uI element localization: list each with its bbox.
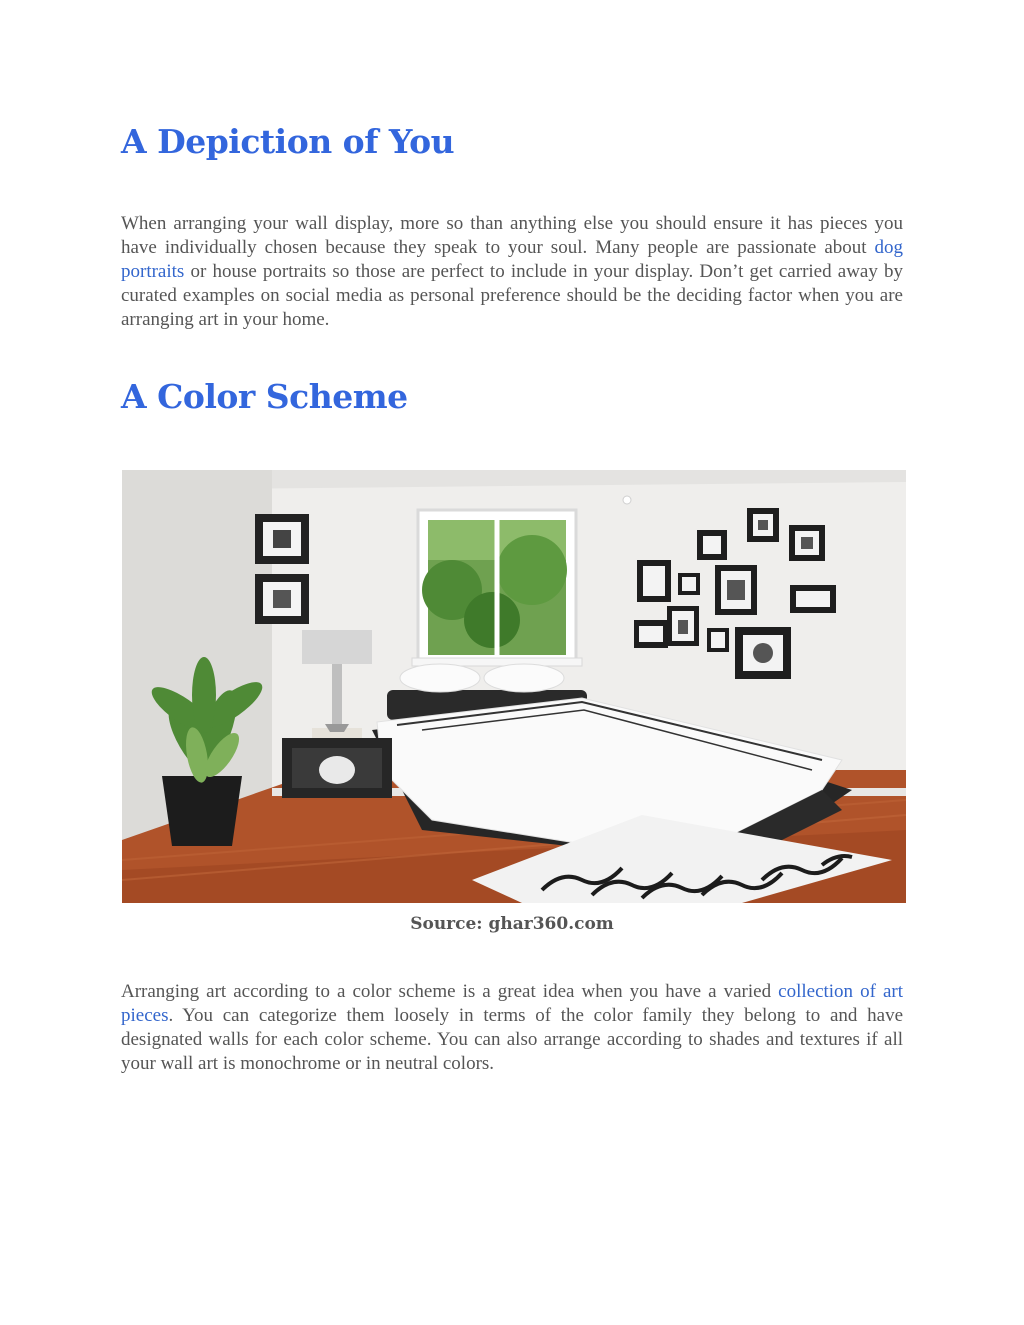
section-paragraph-depiction xyxy=(121,212,903,332)
bedroom-photo xyxy=(122,470,906,903)
paragraph-text: When arranging your wall display, more so than anything else you should ensure it has pieces you have individually chosen because they speak to your soul. Many people are passionate about xyxy=(121,213,903,258)
bedroom-illustration xyxy=(122,470,906,903)
figure-caption: Source: ghar360.com xyxy=(410,914,614,934)
section-heading-depiction: A Depiction of You xyxy=(121,122,455,161)
paragraph-text: or house portraits so those are perfect to include in your display. Don’t get carried away by curated examples on social media as personal preference should be the deciding factor when you are arranging art in your home. xyxy=(121,261,903,330)
paragraph-text: . You can categorize them loosely in terms of the color family they belong to and have designated walls for each color scheme. You can also arrange according to shades and textures if all your wall art is monochrome or in neutral colors. xyxy=(121,1005,903,1074)
collection-of-art-pieces-link[interactable]: collection of art pieces xyxy=(121,981,904,1026)
paragraph-text: Arranging art according to a color scheme is a great idea when you have a varied xyxy=(121,981,779,1002)
dog-portraits-link[interactable]: dog portraits xyxy=(121,237,903,282)
section-heading-color-scheme: A Color Scheme xyxy=(121,377,408,416)
section-paragraph-color-scheme xyxy=(121,980,903,1076)
